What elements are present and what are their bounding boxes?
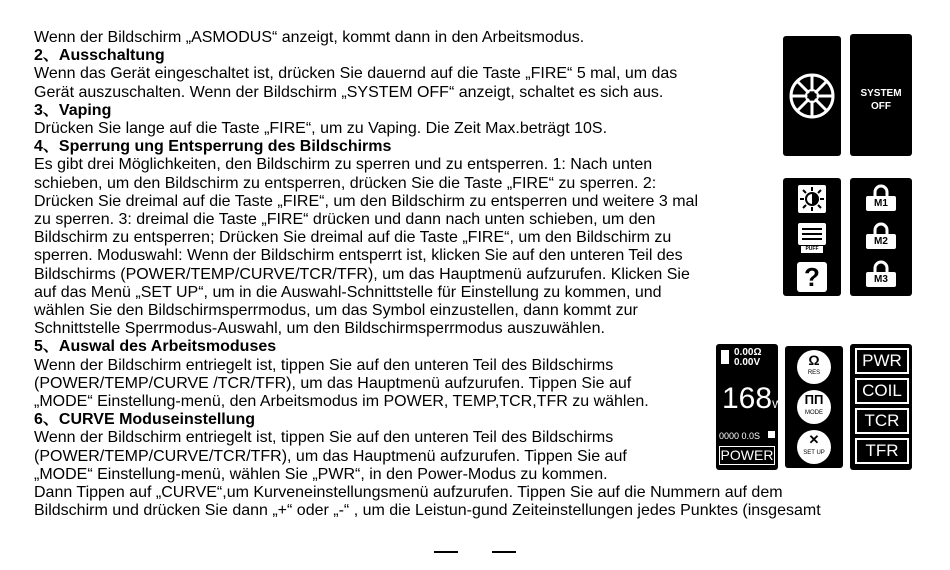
asmodus-logo-icon bbox=[783, 36, 841, 156]
puffs-time-readout: 0000 0.0S bbox=[719, 431, 761, 441]
text-line: Wenn der Bildschirm entriegelt ist, tippen Sie auf den unteren Teil des Bildschirms bbox=[34, 429, 614, 447]
section-heading: 5、Auswal des Arbeitsmoduses bbox=[34, 338, 277, 356]
puff-label: PUFF bbox=[805, 246, 819, 252]
text-line: auf das Menü „SET UP“, um in die Auswahl-Schnittstelle für Einstellung zu kommen, und bbox=[34, 283, 662, 301]
lock-mode-label: M1 bbox=[866, 196, 896, 211]
text-line: Wenn der Bildschirm „ASMODUS“ anzeigt, kommt dann in den Arbeitsmodus. bbox=[34, 29, 585, 46]
ohm-readout: 0.00Ω bbox=[734, 347, 762, 358]
text-line: Drücken Sie dreimal auf die Taste „FIRE“, um den Bildschirm zu entsperren und weitere 3 mal bbox=[34, 192, 698, 210]
text-line: sperren. Moduswahl: Wenn der Bildschirm entsperrt ist, klicken Sie auf den unteren Teil des bbox=[34, 247, 683, 265]
coil-icon: ΠΠ bbox=[804, 392, 824, 407]
text-line: Bildschirm und drücken Sie dann „+“ oder „-“ , um die Leistun-gund Zeiteinstellungen jedes Punktes (insgesamt bbox=[34, 502, 821, 520]
tools-icon: ✕ bbox=[808, 432, 820, 447]
lock-mode-label: M2 bbox=[866, 234, 896, 249]
res-menu-item[interactable] bbox=[797, 350, 831, 384]
text-line: Bildschirm zu entsperren; Drücken Sie dreimal auf die Taste „FIRE“, um den Bildschirm zu bbox=[34, 229, 672, 247]
text-line: schieben, um den Bildschirm zu entsperren, drücken Sie die Taste „FIRE“ zu sperren. 2: bbox=[34, 174, 657, 192]
section-heading: 6、CURVE Moduseinstellung bbox=[34, 411, 256, 429]
system-off-line2: OFF bbox=[871, 101, 891, 112]
mode-menu-item[interactable] bbox=[797, 390, 831, 424]
ohm-icon: Ω bbox=[808, 352, 820, 368]
text-line: „MODE“ Einstellung-menü, den Arbeitsmodus im POWER, TEMP,TCR,TFR zu wählen. bbox=[34, 393, 649, 410]
watt-readout bbox=[722, 382, 782, 416]
lock-icon bbox=[768, 431, 775, 438]
help-icon: ? bbox=[797, 262, 827, 292]
settings-icons-screen bbox=[783, 178, 841, 296]
lock-modes-screen bbox=[850, 178, 912, 296]
page-edge-mark bbox=[434, 551, 458, 553]
brightness-icon bbox=[797, 184, 827, 214]
text-line: Gerät auszuschalten. Wenn der Bildschirm „SYSTEM OFF“ anzeigt, schaltet es sich aus. bbox=[34, 83, 664, 101]
mode-indicator[interactable]: POWER bbox=[720, 447, 774, 463]
mode-coil-button[interactable]: COIL bbox=[855, 378, 909, 404]
lock-mode-m2 bbox=[850, 222, 912, 249]
main-working-screen bbox=[716, 344, 783, 470]
system-off-screen bbox=[850, 34, 912, 156]
watt-value: 168 bbox=[722, 382, 773, 415]
section-heading: 3、Vaping bbox=[34, 101, 112, 119]
text-line: Dann Tippen auf „CURVE“,um Kurveneinstellungsmenü aufzurufen. Tippen Sie auf die Nummern auf dem bbox=[34, 484, 783, 501]
text-line: Bildschirms (POWER/TEMP/CURVE/TCR/TFR), um das Hauptmenü aufzurufen. Klicken Sie bbox=[34, 265, 690, 283]
battery-icon bbox=[721, 350, 729, 364]
text-line: Schnittstelle Sperrmodus-Auswahl, um den Bildschirmsperrmodus auszuwählen. bbox=[34, 320, 605, 338]
text-line: Wenn das Gerät eingeschaltet ist, drücken Sie dauernd auf die Taste „FIRE“ 5 mal, um das bbox=[34, 65, 678, 83]
text-line: Wenn der Bildschirm entriegelt ist, tippen Sie auf den unteren Teil des Bildschirms bbox=[34, 356, 614, 374]
watt-unit: W bbox=[772, 399, 783, 411]
system-off-line1: SYSTEM bbox=[860, 88, 902, 99]
section-heading: 2、Ausschaltung bbox=[34, 47, 165, 65]
mode-label: MODE bbox=[805, 410, 823, 416]
lock-mode-label: M3 bbox=[866, 272, 896, 287]
mode-tcr-button[interactable]: TCR bbox=[855, 408, 909, 434]
page-edge-mark bbox=[492, 551, 516, 553]
asmodus-logo-screen bbox=[783, 36, 841, 156]
mode-select-screen bbox=[850, 344, 912, 470]
mode-tfr-button[interactable]: TFR bbox=[855, 438, 909, 464]
mode-pwr-button[interactable]: PWR bbox=[855, 348, 909, 374]
main-menu-screen bbox=[785, 346, 843, 468]
text-line: Es gibt drei Möglichkeiten, den Bildschirm zu sperren und zu entsperren. 1: Nach unten bbox=[34, 156, 653, 174]
text-line: „MODE“ Einstellung-menü, wählen Sie „PWR“, in den Power-Modus zu kommen. bbox=[34, 465, 608, 483]
setup-label: SET UP bbox=[803, 450, 825, 456]
setup-menu-item[interactable] bbox=[797, 430, 831, 464]
lock-mode-m1 bbox=[850, 184, 912, 211]
lock-mode-m3 bbox=[850, 260, 912, 287]
res-label: RES bbox=[807, 370, 821, 376]
text-line: (POWER/TEMP/CURVE /TCR/TFR), um das Hauptmenü aufzurufen. Tippen Sie auf bbox=[34, 374, 632, 392]
section-heading: 4、Sperrung ung Entsperrung des Bildschirms bbox=[34, 138, 392, 156]
text-line: wählen Sie den Bildschirmsperrmodus, um das Symbol einzustellen, dann kommt zur bbox=[34, 302, 638, 319]
text-line: (POWER/TEMP/CURVE/TCR/TFR), um das Hauptmenü aufzurufen. Tippen Sie auf bbox=[34, 447, 627, 465]
volt-readout: 0.00V bbox=[734, 357, 761, 368]
text-line: zu sperren. 3: dreimal die Taste „FIRE“ drücken und dann nach unten schieben, um den bbox=[34, 211, 656, 228]
text-line: Drücken Sie lange auf die Taste „FIRE“, um zu Vaping. Die Zeit Max.beträgt 10S. bbox=[34, 120, 608, 137]
